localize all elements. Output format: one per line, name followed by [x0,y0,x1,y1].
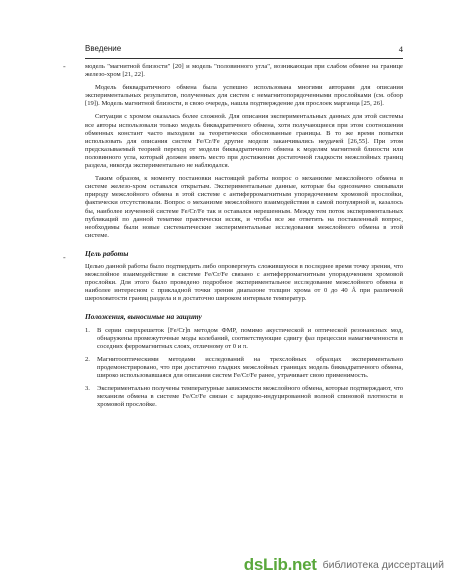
thesis-number: 2. [85,355,90,363]
thesis-number: 1. [85,326,90,334]
watermark[interactable] [244,552,444,578]
paragraph: Модель биквадратичного обмена была успешно использована многими авторами для описания экспериментальных результатов, полученных для систем с немагнитопорядоченными прослойками (см. обзор [19]). Модель магнитной близости, в свою очередь, нашла подтверждение для прослоек марганца [25, 26]. [85,84,403,108]
goal-heading: Цель работы [85,248,129,258]
header-rule [85,58,403,59]
thesis-text: В серии сверхрешеток [Fe/Cr]n методом ФМР, помимо акустической и оптической резонансных мод, обнаружены промежуточные моды колебаний, соответствующие сдвигу фаз прецессии намагниченности в соседних ферромагнитных слоях, отличному от 0 и π. [97,326,403,350]
thesis-item [85,356,403,380]
margin-mark-icon: - [63,62,66,71]
thesis-number: 3. [85,385,90,393]
goal-paragraph: Целью данной работы было подтвердить либо опровергнуть сложившуюся в последнее время точку зрения, что межслойное взаимодействие в системе Fe/Cr/Fe связано с антиферромагнитным упорядочением хромовой прослойки. Для этого было проведено подробное экспериментальное исследование межслойного обмена в наиболее интересном с прикладной точки зрения диапазоне толщин хрома от 0 до 40 Å при различной шероховатости границ раздела и в достаточно широком интервале температур. [85,262,403,303]
paragraph: Таким образом, к моменту постановки настоящей работы вопрос о механизме межслойного обмена в системе железо-хром оставался открытым. Экспериментальные данные, которые бы однозначно связывали природу межслойного обмена в этой системе с антиферромагнитным упорядочением хромовой прослойки, фактически отсутствовали. Вопрос о механизме межслойного взаимодействия в самой популярной и, казалось бы, наиболее изученной системе Fe/Cr/Fe так и оставался нерешенным. Между тем поток экспериментальных публикаций по данной тематике практически иссяк, и чтобы все же ответить на поставленный вопрос, необходимы были новые систематические экспериментальные исследования межслойного обмена в этой системе. [85,175,403,239]
thesis-item [85,327,403,351]
chapter-title: Введение [85,44,122,53]
theses-heading: Положения, выносимые на защиту [85,312,202,322]
page-header [85,44,403,58]
paragraph: Ситуация с хромом оказалась более сложной. Для описания экспериментальных данных для этой системы все авторы использовали только модель биквадратичного обмена, хотя получающиеся при этом соотношения обменных констант часто выходили за теоретически обоснованные границы. В то же время попытки использовать для описания систем Fe/Cr/Fe другие модели заканчивались неудачей [26,55]. При этом предсказываемый теорией переход от модели биквадратичного обмена к моделям магнитной близости или половинного угла, который должен иметь место при достижении достаточной гладкости межслойных границ раздела, никогда экспериментально не наблюдался. [85,113,403,170]
margin-mark-icon: - [63,253,66,262]
page-body [85,63,403,414]
page-number: 4 [398,44,403,54]
thesis-item [85,385,403,409]
watermark-caption: библиотека диссертаций [322,559,444,571]
thesis-text: Магнитооптическими методами исследований на трехслойных образцах экспериментально продемонстрировано, что при достаточно гладких межслойных границах модель биквадратичного обмена, широко использовавшаяся для описания систем Fe/Cr/Fe ранее, утрачивает свою применимость. [97,355,403,379]
watermark-logo[interactable]: dsLib.net [243,555,317,574]
thesis-text: Экспериментально получены температурные зависимости межслойного обмена, которые подтверждают, что механизм обмена в системе Fe/Cr/Fe связан с зарядово-индуцированной волной спиновой плотности в хромовой прослойке. [97,385,403,409]
paragraph: модель "магнитной близости" [20] и модель "половинного угла", возникающая при слабом обмене на границе железо-хром [21, 22]. [85,63,403,79]
theses-list [85,327,403,410]
